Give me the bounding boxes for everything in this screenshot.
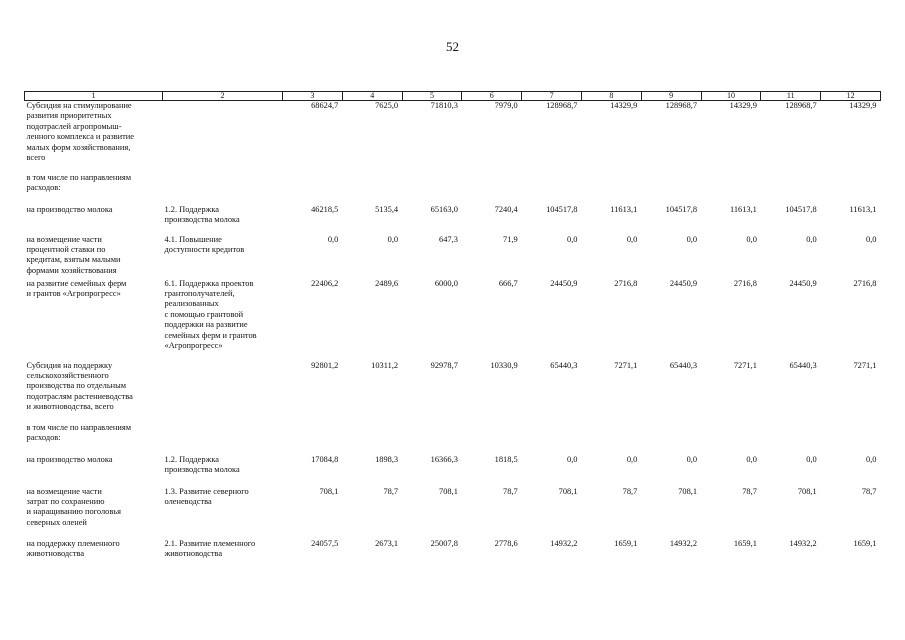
value-cell (283, 423, 343, 455)
value-cell: 7271,1 (614, 360, 638, 370)
program-measure-cell: 1.2. Поддержка производства молока (164, 454, 240, 474)
value-cell: 7271,1 (733, 360, 757, 370)
value-cell: 17084,8 (311, 454, 339, 464)
value-cell (821, 173, 881, 205)
expense-item-cell: в том числе по направлениям расходов: (26, 422, 132, 442)
value-cell (581, 173, 641, 205)
value-cell: 104517,8 (546, 204, 578, 214)
value-cell (462, 173, 522, 205)
value-cell: 128968,7 (761, 101, 821, 173)
value-cell: 14329,9 (701, 101, 761, 173)
value-cell: 0,0 (746, 454, 757, 464)
expense-item-cell: в том числе по направлениям расходов: (26, 172, 132, 192)
value-cell (701, 173, 761, 205)
value-cell: 14932,2 (669, 538, 698, 548)
value-cell (581, 423, 641, 455)
expense-item-cell: на производство молока (26, 454, 113, 464)
value-cell: 65440,3 (789, 360, 817, 370)
program-measure-cell: 1.2. Поддержка производства молока (164, 204, 240, 224)
value-cell: 104517,8 (665, 204, 698, 214)
table-row (25, 173, 881, 205)
column-number-row (25, 92, 881, 101)
value-cell (522, 173, 582, 205)
value-cell: 78,7 (503, 486, 518, 496)
value-cell: 14932,2 (550, 538, 578, 548)
value-cell: 10330,9 (490, 360, 518, 370)
value-cell: 65440,3 (669, 360, 698, 370)
table-row (25, 205, 881, 235)
value-cell: 2778,6 (494, 538, 518, 548)
column-number-cell: 4 (342, 92, 402, 101)
value-cell: 16366,3 (430, 454, 458, 464)
value-cell (821, 423, 881, 455)
expense-item-cell: на поддержку племенного животноводства (26, 538, 120, 558)
value-cell (641, 423, 701, 455)
column-number-cell: 12 (821, 92, 881, 101)
value-cell: 708,1 (558, 486, 578, 496)
value-cell: 71810,3 (402, 101, 462, 173)
value-cell (761, 423, 821, 455)
program-measure-cell: 4.1. Повышение доступности кредитов (164, 234, 245, 254)
value-cell: 78,7 (383, 486, 399, 496)
program-measure-cell (163, 361, 283, 423)
expense-item-cell: Субсидия на поддержку сельскохозяйственного производства по отдельным подотраслям растениеводства и животноводства, всего (26, 360, 133, 412)
column-number-cell: 11 (761, 92, 821, 101)
program-measure-cell: 2.1. Развитие племенного животноводства (164, 538, 256, 558)
value-cell: 92801,2 (311, 360, 339, 370)
value-cell: 7271,1 (853, 360, 877, 370)
value-cell: 0,0 (387, 234, 399, 244)
value-cell (342, 423, 402, 455)
value-cell: 1659,1 (614, 538, 638, 548)
column-number-cell: 6 (462, 92, 522, 101)
value-cell: 7240,4 (494, 204, 518, 214)
value-cell: 65163,0 (430, 204, 458, 214)
value-cell: 0,0 (686, 454, 698, 464)
table-row (25, 235, 881, 279)
value-cell (342, 173, 402, 205)
value-cell: 22406,2 (311, 278, 339, 288)
table-row (25, 423, 881, 455)
value-cell (641, 173, 701, 205)
value-cell: 2716,8 (853, 278, 877, 288)
column-number-cell: 10 (701, 92, 761, 101)
value-cell: 0,0 (806, 454, 817, 464)
value-cell: 708,1 (319, 486, 339, 496)
program-measure-cell (163, 101, 283, 173)
value-cell (402, 173, 462, 205)
value-cell: 14329,9 (581, 101, 641, 173)
expense-item-cell: на возмещение части процентной ставки по кредитам, взятым малыми формами хозяйствования (26, 234, 121, 275)
value-cell: 78,7 (861, 486, 877, 496)
table-row (25, 101, 881, 173)
value-cell: 92978,7 (430, 360, 458, 370)
value-cell: 5135,4 (375, 204, 399, 214)
page-number: 52 (446, 39, 459, 54)
value-cell: 104517,8 (785, 204, 817, 214)
value-cell: 25007,8 (430, 538, 458, 548)
value-cell: 46218,5 (311, 204, 339, 214)
table-row (25, 487, 881, 539)
column-number-cell: 5 (402, 92, 462, 101)
value-cell: 647,3 (439, 234, 458, 244)
value-cell: 708,1 (797, 486, 817, 496)
value-cell (283, 173, 343, 205)
column-number-cell: 1 (25, 92, 163, 101)
value-cell: 0,0 (567, 454, 578, 464)
value-cell: 1898,3 (375, 454, 399, 464)
column-number-cell: 3 (283, 92, 343, 101)
value-cell (402, 423, 462, 455)
table-row (25, 279, 881, 361)
value-cell: 2716,8 (614, 278, 638, 288)
value-cell: 0,0 (686, 234, 698, 244)
value-cell: 2489,6 (375, 278, 399, 288)
value-cell: 78,7 (622, 486, 638, 496)
value-cell: 6000,0 (434, 278, 458, 288)
value-cell: 708,1 (439, 486, 458, 496)
value-cell: 0,0 (806, 234, 817, 244)
value-cell: 24450,9 (789, 278, 817, 288)
value-cell: 68624,7 (283, 101, 343, 173)
value-cell: 128968,7 (641, 101, 701, 173)
table-row (25, 361, 881, 423)
value-cell: 128968,7 (522, 101, 582, 173)
program-measure-cell (163, 173, 283, 205)
table-row (25, 539, 881, 563)
value-cell: 666,7 (498, 278, 518, 288)
value-cell: 1659,1 (853, 538, 877, 548)
column-number-cell: 2 (163, 92, 283, 101)
column-number-cell: 7 (522, 92, 582, 101)
column-number-cell: 9 (641, 92, 701, 101)
value-cell: 11613,1 (849, 204, 877, 214)
value-cell: 0,0 (866, 454, 877, 464)
value-cell: 65440,3 (550, 360, 578, 370)
value-cell: 7979,0 (462, 101, 522, 173)
value-cell: 1659,1 (733, 538, 757, 548)
value-cell (701, 423, 761, 455)
value-cell: 78,7 (742, 486, 757, 496)
value-cell: 0,0 (327, 234, 339, 244)
value-cell: 24450,9 (550, 278, 578, 288)
expense-item-cell: на развитие семейных ферм и грантов «Агропрогресс» (26, 278, 127, 298)
value-cell: 2716,8 (733, 278, 757, 288)
value-cell: 11613,1 (729, 204, 757, 214)
value-cell: 0,0 (746, 234, 757, 244)
expense-item-cell: на производство молока (26, 204, 113, 214)
expense-item-cell: на возмещение части затрат по сохранению и наращиванию поголовья северных оленей (26, 486, 121, 527)
value-cell: 7625,0 (342, 101, 402, 173)
table-row (25, 455, 881, 487)
program-measure-cell: 1.3. Развитие северного оленеводства (164, 486, 249, 506)
value-cell: 0,0 (626, 234, 638, 244)
value-cell (462, 423, 522, 455)
program-measure-cell (163, 423, 283, 455)
value-cell: 0,0 (866, 234, 877, 244)
value-cell: 24450,9 (669, 278, 698, 288)
value-cell: 2673,1 (375, 538, 399, 548)
value-cell: 24057,5 (311, 538, 339, 548)
value-cell (522, 423, 582, 455)
value-cell: 14329,9 (821, 101, 881, 173)
value-cell: 71,9 (503, 234, 518, 244)
value-cell: 1818,5 (494, 454, 518, 464)
value-cell: 10311,2 (371, 360, 399, 370)
budget-table (24, 91, 881, 563)
expense-item-cell: Субсидия на стимулирование развития приоритетных подотраслей агропромыш- ленного комплекса и развитие малых форм хозяйствования, всего (25, 101, 163, 173)
value-cell: 0,0 (567, 234, 578, 244)
column-number-cell: 8 (581, 92, 641, 101)
value-cell: 11613,1 (610, 204, 638, 214)
value-cell: 708,1 (678, 486, 698, 496)
value-cell: 0,0 (626, 454, 638, 464)
value-cell: 14932,2 (789, 538, 817, 548)
value-cell (761, 173, 821, 205)
program-measure-cell: 6.1. Поддержка проектов грантополучателей, реализованных с помощью грантовой поддержки на развитие семейных ферм и грантов «Агропрогресс» (164, 278, 257, 350)
